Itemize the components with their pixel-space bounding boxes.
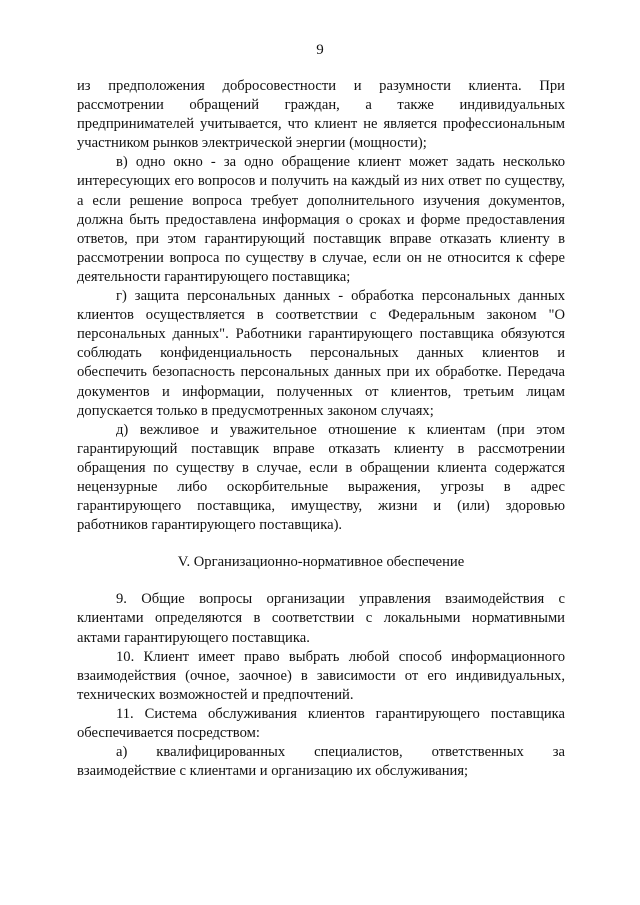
paragraph-item-d: д) вежливое и уважительное отношение к клиентам (при этом гарантирующий поставщик вправе отказать клиенту в рассмотрении обращения по существу в случае, если в обращении клиента содержатся нецензурные либо оскорбительные выражения, угрозы в адрес гарантирующего поставщика, имуществу, жизни и (или) здоровью работников гарантирующего поставщика). [77,421,565,534]
paragraph-item-g: г) защита персональных данных - обработка персональных данных клиентов осуществляется в соответствии с Федеральным законом "О персональных данных". Работники гарантирующего поставщика обязуются соблюдать конфиденциальность персональных данных клиентов и обеспечить безопасность персональных данных при их обработке. Передача документов и информации, полученных от клиентов, третьим лицам допускается только в предусмотренных законом случаях; [77,288,565,419]
paragraph-11: 11. Система обслуживания клиентов гарантирующего поставщика обеспечивается посредством: [77,705,565,741]
paragraph-9: 9. Общие вопросы организации управления взаимодействия с клиентами определяются в соответствии с локальными нормативными актами гарантирующего поставщика. [77,591,565,646]
page-number: 9 [316,42,324,58]
section-heading: V. Организационно-нормативное обеспечение [177,554,465,571]
paragraph-item-v: в) одно окно - за одно обращение клиент может задать несколько интересующих его вопросов и получить на каждый из них ответ по существу, а если решение вопроса требует дополнительного изучения документов, должна быть предоставлена информация о сроках и форме предоставления ответов, при этом гарантирующий поставщик вправе отказать клиенту в рассмотрении вопроса по существу в случае, если он не относится к сфере деятельности гарантирующего поставщика; [77,154,565,285]
paragraph-10: 10. Клиент имеет право выбрать любой способ информационного взаимодействия (очное, заочное) в зависимости от его индивидуальных, технических возможностей и предпочтений. [77,648,565,703]
paragraph-continuation: из предположения добросовестности и разумности клиента. При рассмотрении обращений граждан, а также индивидуальных предпринимателей учитывается, что клиент не является профессиональным участником рынков электрической энергии (мощности); [77,78,565,152]
document-body [77,77,565,781]
paragraph-item-a: а) квалифицированных специалистов, ответственных за взаимодействие с клиентами и организацию их обслуживания; [77,744,565,780]
